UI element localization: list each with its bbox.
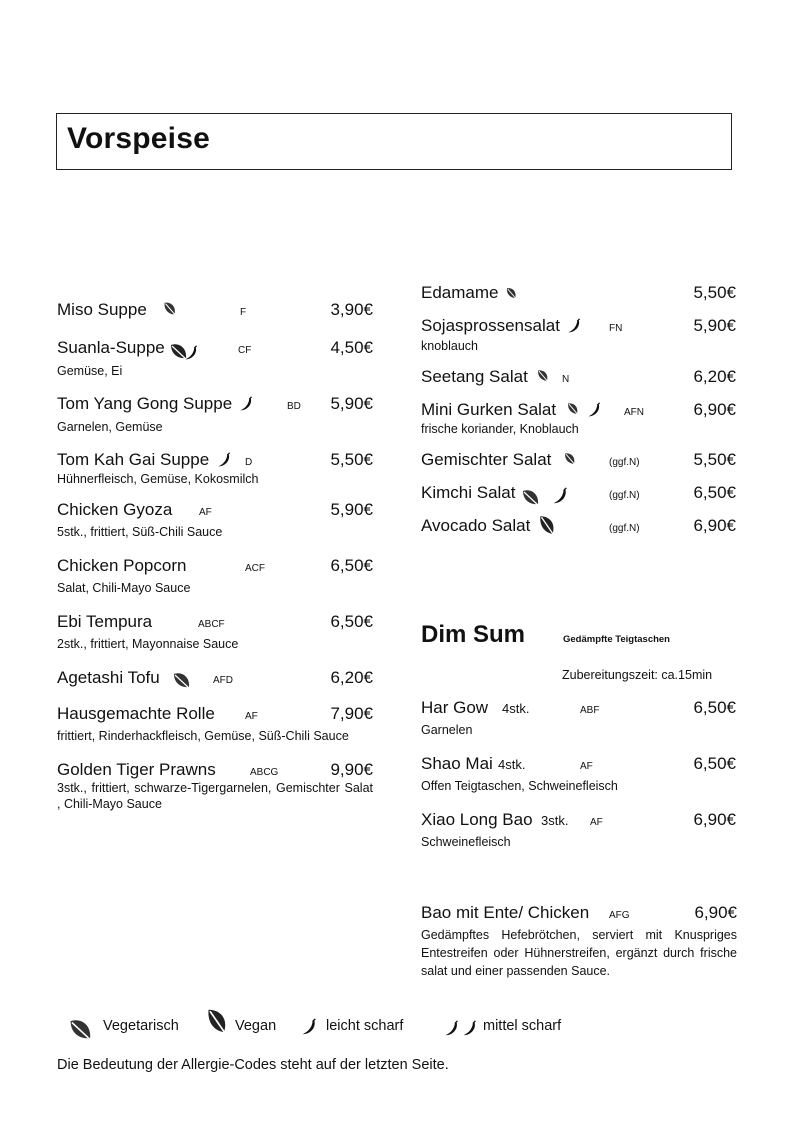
item-price: 5,50€ [330, 450, 373, 469]
item-description: Gemüse, Ei [57, 364, 123, 378]
item-name: Kimchi Salat [421, 483, 516, 502]
allergen-code: (ggf.N) [609, 457, 640, 468]
item-name: Seetang Salat [421, 367, 528, 386]
menu-item [421, 283, 736, 307]
menu-item [421, 367, 736, 391]
menu-item [421, 483, 736, 507]
item-price: 6,90€ [693, 400, 736, 419]
legend-vegetarian: Vegetarisch [103, 1018, 179, 1034]
item-name: Avocado Salat [421, 516, 531, 535]
menu-item [57, 556, 373, 596]
vegetarian-icon [521, 487, 541, 507]
allergen-code: N [562, 374, 570, 385]
menu-item [57, 704, 373, 744]
allergen-code: ABCG [250, 767, 279, 778]
menu-item [421, 316, 736, 356]
item-description: Gedämpftes Hefebrötchen, serviert mit Knuspriges Entestreifen oder Hühnerstreifen, ergänzt durch frische salat und einer passenden Sauce. [421, 928, 737, 978]
item-name: Sojasprossensalat [421, 316, 560, 335]
vegan-icon [536, 514, 558, 536]
item-name: Chicken Gyoza [57, 500, 173, 519]
allergen-code: AFD [213, 675, 233, 686]
section-title-box [56, 113, 732, 170]
menu-item [57, 500, 373, 540]
allergen-code: FN [609, 323, 623, 334]
allergen-code: F [240, 307, 247, 318]
vegetarian-icon [565, 401, 581, 417]
item-price: 7,90€ [330, 704, 373, 723]
legend-medium: mittel scharf [483, 1018, 562, 1034]
allergen-code: ABF [580, 705, 600, 716]
chili-icon [238, 396, 254, 412]
allergen-code: AFG [609, 910, 630, 921]
item-name: Mini Gurken Salat [421, 400, 557, 419]
item-name: Edamame [421, 283, 499, 302]
item-name: Ebi Tempura [57, 612, 153, 631]
menu-item [57, 394, 373, 434]
item-quantity: 4stk. [498, 757, 526, 772]
vegetarian-icon [562, 451, 578, 467]
chili-icon [551, 487, 569, 505]
dimsum-title: Dim Sum [421, 621, 526, 648]
allergen-code: AFN [624, 407, 644, 418]
item-name: Har Gow [421, 698, 489, 717]
allergen-code: (ggf.N) [609, 523, 640, 534]
chili-icon [216, 452, 232, 468]
item-description: 2stk., frittiert, Mayonnaise Sauce [57, 637, 239, 651]
vegetarian-icon [504, 286, 519, 301]
item-description: Schweinefleisch [421, 835, 511, 849]
menu-item [421, 754, 736, 794]
item-price: 6,90€ [693, 516, 736, 535]
item-name: Gemischter Salat [421, 450, 552, 469]
menu-item [57, 450, 373, 490]
legend-mild: leicht scharf [326, 1018, 404, 1034]
menu-item [421, 450, 736, 474]
item-name: Golden Tiger Prawns [57, 760, 216, 779]
item-name: Miso Suppe [57, 300, 147, 319]
vegetarian-icon [161, 300, 179, 318]
legend-vegan: Vegan [235, 1018, 277, 1034]
chili-icon [586, 402, 602, 418]
allergen-code: (ggf.N) [609, 490, 640, 501]
allergen-code: ABCF [198, 619, 225, 630]
item-price: 5,90€ [693, 316, 736, 335]
menu-item [57, 668, 373, 692]
dimsum-subtitle: Gedämpfte Teigtaschen [563, 634, 670, 645]
menu-item [421, 516, 736, 540]
chili-icon [566, 318, 582, 334]
item-description: Hühnerfleisch, Gemüse, Kokosmilch [57, 472, 259, 486]
menu-item [57, 300, 373, 324]
item-price: 5,90€ [330, 500, 373, 519]
item-description: Salat, Chili-Mayo Sauce [57, 581, 191, 595]
chili-icon [183, 345, 199, 361]
item-name: Suanla-Suppe [57, 338, 165, 357]
allergen-code: AF [580, 761, 593, 772]
chili-icon [461, 1020, 478, 1037]
allergen-footnote: Die Bedeutung der Allergie-Codes steht auf der letzten Seite. [57, 1057, 449, 1073]
item-description: Offen Teigtaschen, Schweinefleisch [421, 779, 618, 793]
allergen-code: ACF [245, 563, 265, 574]
item-price: 3,90€ [330, 300, 373, 319]
item-price: 6,90€ [693, 810, 736, 829]
allergen-code: BD [287, 401, 301, 412]
vegetarian-icon [68, 1016, 94, 1042]
menu-item [57, 760, 373, 820]
prep-time: Zubereitungszeit: ca.15min [562, 668, 713, 682]
vegetarian-icon [172, 670, 192, 690]
item-price: 5,50€ [693, 450, 736, 469]
item-name: Shao Mai [421, 754, 493, 773]
allergen-code: AF [245, 711, 258, 722]
item-price: 5,50€ [693, 283, 736, 302]
item-name: Tom Yang Gong Suppe [57, 394, 233, 413]
page-title: Vorspeise [67, 122, 210, 155]
menu-item [421, 400, 736, 440]
item-description: knoblauch [421, 339, 478, 353]
allergen-code: AF [590, 817, 603, 828]
menu-item [57, 338, 373, 378]
item-description: 3stk., frittiert, schwarze-Tigergarnelen, Gemischter Salat , Chili-Mayo Sauce [57, 781, 373, 811]
item-name: Xiao Long Bao [421, 810, 533, 829]
item-description: Garnelen, Gemüse [57, 420, 163, 434]
chili-icon [300, 1018, 318, 1036]
item-price: 6,50€ [330, 556, 373, 575]
item-description: frische koriander, Knoblauch [421, 422, 579, 436]
item-quantity: 4stk. [502, 701, 530, 716]
item-price: 6,50€ [330, 612, 373, 631]
allergen-code: CF [238, 345, 252, 356]
menu-item [421, 698, 736, 738]
allergen-code: AF [199, 507, 212, 518]
menu-item [57, 612, 373, 652]
item-price: 6,20€ [330, 668, 373, 687]
menu-item [421, 903, 737, 983]
item-name: Bao mit Ente/ Chicken [421, 903, 590, 922]
item-name: Tom Kah Gai Suppe [57, 450, 210, 469]
item-price: 6,90€ [694, 903, 737, 922]
vegetarian-icon [535, 368, 551, 384]
item-price: 6,50€ [693, 698, 736, 717]
item-price: 6,50€ [693, 754, 736, 773]
vegan-icon [203, 1006, 231, 1036]
item-name: Chicken Popcorn [57, 556, 187, 575]
allergen-code: D [245, 457, 253, 468]
item-price: 4,50€ [330, 338, 373, 357]
item-name: Hausgemachte Rolle [57, 704, 215, 723]
item-quantity: 3stk. [541, 813, 569, 828]
chili-icon [443, 1020, 460, 1037]
item-price: 5,90€ [330, 394, 373, 413]
item-price: 6,50€ [693, 483, 736, 502]
item-description: Garnelen [421, 723, 473, 737]
menu-item [421, 810, 736, 850]
item-price: 9,90€ [330, 760, 373, 779]
item-name: Agetashi Tofu [57, 668, 160, 687]
item-description: frittiert, Rinderhackfleisch, Gemüse, Süß-Chili Sauce [57, 729, 349, 743]
item-description: 5stk., frittiert, Süß-Chili Sauce [57, 525, 223, 539]
item-price: 6,20€ [693, 367, 736, 386]
